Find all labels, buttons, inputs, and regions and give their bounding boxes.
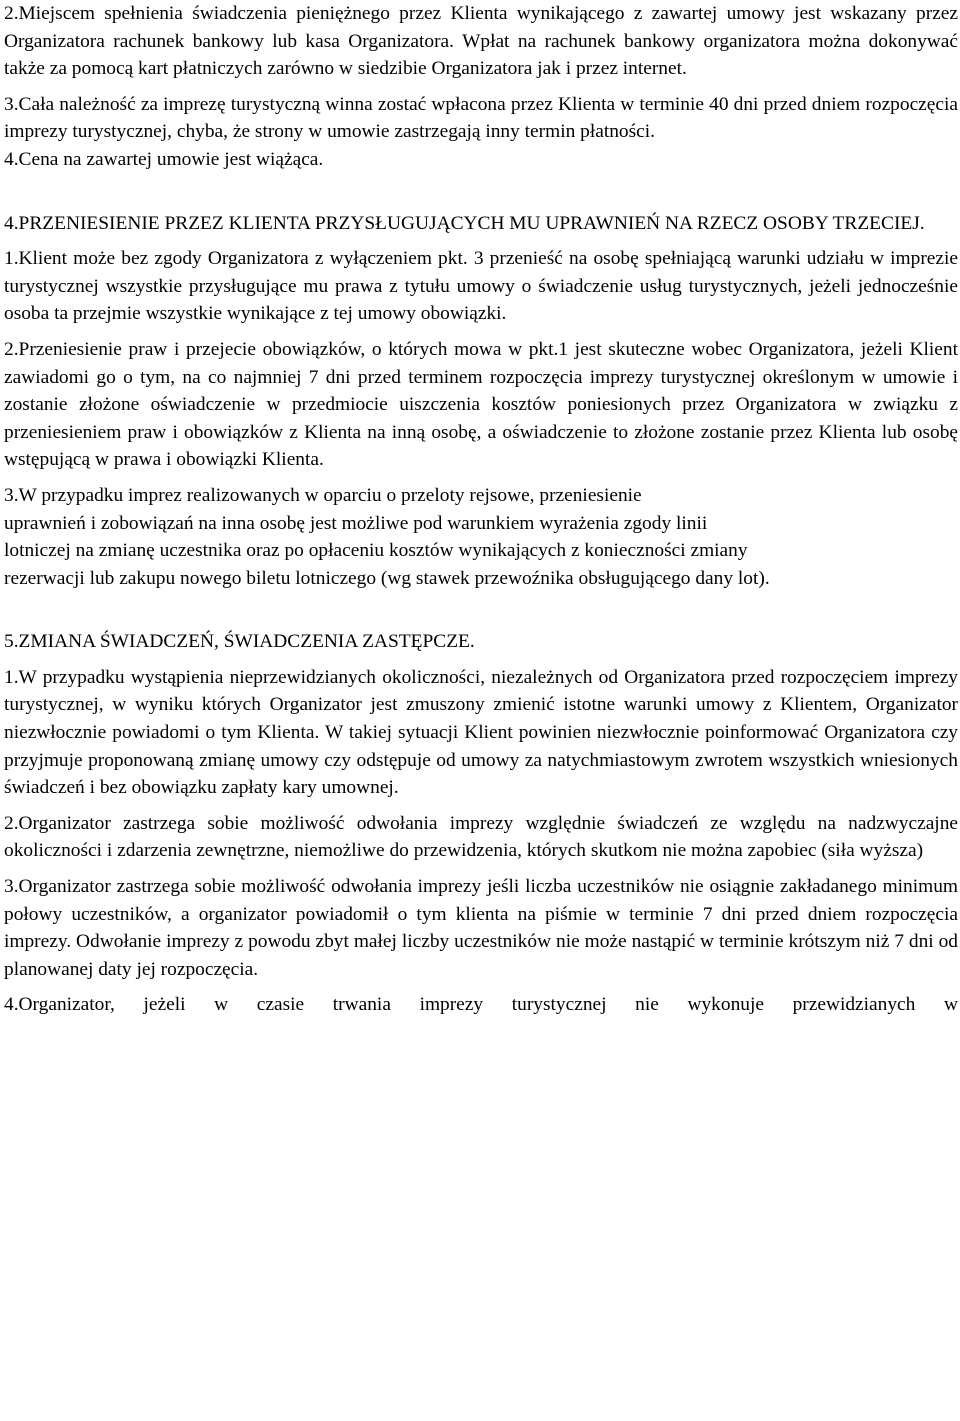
spacer <box>4 174 958 210</box>
section-5-paragraph-1: 1.W przypadku wystąpienia nieprzewidzianych okoliczności, niezależnych od Organizatora przed rozpoczęciem imprezy turystycznej, w wyniku których Organizator jest zmuszony zmienić istotne warunki umowy z Klientem, Organizator niezwłocznie powiadomi o tym Klienta. W takiej sytuacji Klient powinien niezwłocznie poinformować Organizatora czy przyjmuje proponowaną zmianę umowy czy odstępuje od umowy za natychmiastowym zwrotem wszystkich wniesionych świadczeń i bez obowiązku zapłaty kary umownej. <box>4 666 958 799</box>
paragraph-line: rezerwacji lub zakupu nowego biletu lotniczego (wg stawek przewoźnika obsługującego dany lot). <box>4 567 770 589</box>
spacer <box>4 474 958 482</box>
section-5-paragraph-2: 2.Organizator zastrzega sobie możliwość odwołania imprezy względnie świadczeń ze względu na nadzwyczajne okoliczności i zdarzenia zewnętrzne, niemożliwe do przewidzenia, których skutkom nie można zapobiec (siła wyższa) <box>4 812 958 862</box>
spacer <box>4 328 958 336</box>
section-4-paragraph-1: 1.Klient może bez zgody Organizatora z wyłączeniem pkt. 3 przenieść na osobę spełniającą warunki udziału w imprezie turystycznej wszystkie przysługujące mu prawa z tytułu umowy o świadczenie usług turystycznych, jeżeli jednocześnie osoba ta przejmie wszystkie wynikające z tej umowy obowiązki. <box>4 248 958 325</box>
paragraph-full-payment: 3.Cała należność za imprezę turystyczną winna zostać wpłacona przez Klienta w terminie 40 dni przed dniem rozpoczęcia imprezy turystycznej, chyba, że strony w umowie zastrzegają inny termin płatności. <box>4 93 958 143</box>
section-4-paragraph-3 <box>4 482 958 592</box>
section-5-paragraph-3: 3.Organizator zastrzega sobie możliwość odwołania imprezy jeśli liczba uczestników nie osiągnie zakładanego minimum połowy uczestników, a organizator powiadomił o tym klienta na piśmie w terminie 7 dni przed dniem rozpoczęcia imprezy. Odwołanie imprezy z powodu zbyt małej liczby uczestników nie może nastąpić w terminie krótszym niż 7 dni od planowanej daty jej rozpoczęcia. <box>4 876 958 980</box>
spacer <box>4 802 958 810</box>
spacer <box>4 656 958 664</box>
spacer <box>4 865 958 873</box>
spacer <box>4 983 958 991</box>
paragraph-line: 3.W przypadku imprez realizowanych w oparciu o przeloty rejsowe, przeniesienie <box>4 484 642 506</box>
paragraph-price-binding: 4.Cena na zawartej umowie jest wiążąca. <box>4 148 324 170</box>
section-5-paragraph-4: 4.Organizator, jeżeli w czasie trwania imprezy turystycznej nie wykonuje przewidzianych w <box>4 994 958 1016</box>
paragraph-line: uprawnień i zobowiązań na inna osobę jest możliwe pod warunkiem wyrażenia zgody linii <box>4 512 708 534</box>
paragraph-line: lotniczej na zmianę uczestnika oraz po opłaceniu kosztów wynikających z konieczności zmiany <box>4 540 748 562</box>
section-heading-5: 5.ZMIANA ŚWIADCZEŃ, ŚWIADCZENIA ZASTĘPCZE. <box>4 631 475 653</box>
paragraph-payment-place: 2.Miejscem spełnienia świadczenia pieniężnego przez Klienta wynikającego z zawartej umowy jest wskazany przez Organizatora rachunek bankowy lub kasa Organizatora. Wpłat na rachunek bankowy organizatora można dokonywać także za pomocą kart płatniczych zarówno w siedzibie Organizatora jak i przez internet. <box>4 3 958 80</box>
spacer <box>4 83 958 91</box>
section-4-paragraph-2: 2.Przeniesienie praw i przejecie obowiązków, o których mowa w pkt.1 jest skuteczne wobec Organizatora, jeżeli Klient zawiadomi go o tym, na co najmniej 7 dni przed terminem rozpoczęcia imprezy turystycznej określonym w umowie i zostanie złożone oświadczenie w przedmiocie uiszczenia kosztów poniesionych przez Organizatora w związku z przeniesieniem praw i obowiązków z Klienta na inną osobę, a oświadczenie to złożone zostanie przez Klienta lub osobę wstępującą w prawa i obowiązki Klienta. <box>4 338 958 471</box>
spacer <box>4 592 958 628</box>
section-heading-4: 4.PRZENIESIENIE PRZEZ KLIENTA PRZYSŁUGUJĄCYCH MU UPRAWNIEŃ NA RZECZ OSOBY TRZECIEJ. <box>4 212 925 234</box>
spacer <box>4 237 958 245</box>
